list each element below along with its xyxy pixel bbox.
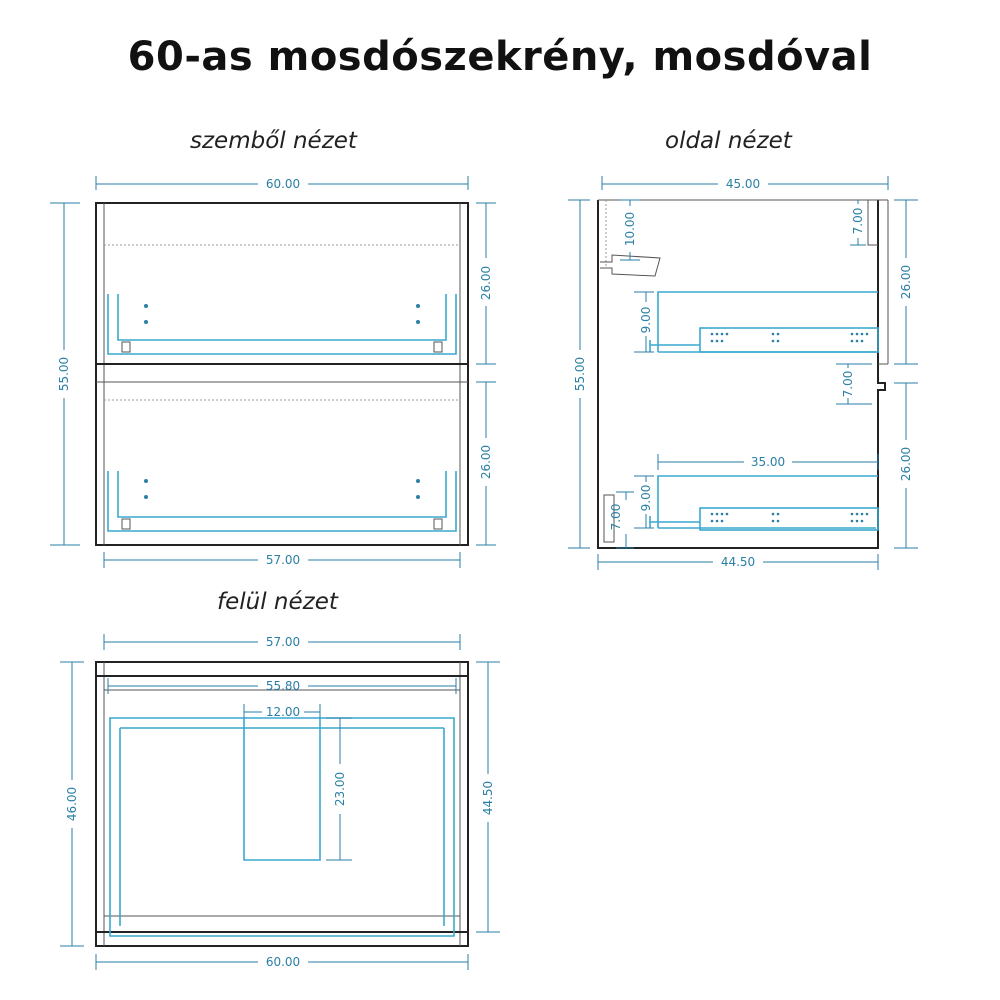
svg-text:12.00: 12.00 (265, 705, 301, 719)
front-dim-width-top (96, 176, 468, 191)
side-dim-recess-bottom (609, 492, 634, 548)
front-dim-width-bottom (104, 552, 460, 568)
svg-text:23.00: 23.00 (333, 771, 347, 807)
svg-text:26.00: 26.00 (479, 444, 493, 480)
svg-text:45.00: 45.00 (725, 177, 761, 191)
top-drawer-outline (110, 718, 454, 936)
front-dim-drawer-upper (476, 203, 496, 364)
top-dim-depth-left (60, 662, 84, 946)
side-view-label: oldal nézet (665, 128, 792, 154)
page-title: 60-as mosdószekrény, mosdóval (127, 34, 873, 80)
side-dim-drawer-upper (894, 200, 918, 364)
svg-text:10.00: 10.00 (623, 211, 637, 247)
side-dim-rail-upper (634, 292, 654, 352)
side-view (568, 176, 918, 570)
front-cabinet-outline (96, 203, 468, 545)
side-dim-depth-bottom (598, 554, 878, 570)
svg-text:55.80: 55.80 (265, 679, 301, 693)
svg-text:46.00: 46.00 (65, 786, 79, 822)
top-view-label: felül nézet (217, 589, 338, 615)
svg-text:9.00: 9.00 (639, 484, 653, 512)
front-view-label: szemből nézet (190, 128, 357, 154)
side-dim-recess-mid (836, 364, 872, 404)
side-upper-drawer (650, 292, 878, 352)
svg-text:60.00: 60.00 (265, 177, 301, 191)
side-lower-drawer (650, 476, 878, 530)
top-dim-width-bottom (96, 954, 468, 970)
top-view (60, 634, 500, 970)
svg-text:26.00: 26.00 (899, 446, 913, 482)
svg-text:55.00: 55.00 (573, 356, 587, 392)
svg-text:26.00: 26.00 (899, 264, 913, 300)
side-dim-gap-top (620, 200, 640, 260)
svg-text:44.50: 44.50 (720, 555, 756, 569)
svg-text:57.00: 57.00 (265, 635, 301, 649)
front-upper-drawer (108, 294, 456, 354)
front-lower-drawer (108, 471, 456, 531)
top-siphon-cutout (244, 718, 320, 860)
svg-text:44.50: 44.50 (481, 780, 495, 816)
front-dim-drawer-lower (476, 382, 496, 545)
svg-text:9.00: 9.00 (639, 306, 653, 334)
svg-text:57.00: 57.00 (265, 553, 301, 567)
svg-text:7.00: 7.00 (841, 370, 855, 398)
front-dim-height-total (50, 203, 80, 545)
top-dim-width-inner (108, 678, 456, 694)
side-dim-depth-top (602, 176, 888, 191)
front-view (50, 176, 496, 568)
top-dim-depth-right (476, 662, 500, 932)
svg-text:60.00: 60.00 (265, 955, 301, 969)
top-dim-cutout-depth (326, 718, 352, 860)
svg-text:7.00: 7.00 (609, 503, 623, 531)
side-dim-drawer-depth (658, 454, 878, 470)
svg-text:55.00: 55.00 (57, 356, 71, 392)
svg-text:35.00: 35.00 (750, 455, 786, 469)
side-dim-height-total (568, 200, 590, 548)
side-dim-recess-top (850, 200, 866, 245)
side-dim-drawer-lower (894, 383, 918, 548)
top-dim-cutout-width (244, 704, 320, 719)
top-dim-width-outer (104, 634, 460, 650)
side-dim-rail-lower (634, 476, 654, 528)
svg-text:26.00: 26.00 (479, 265, 493, 301)
svg-text:7.00: 7.00 (851, 207, 865, 235)
